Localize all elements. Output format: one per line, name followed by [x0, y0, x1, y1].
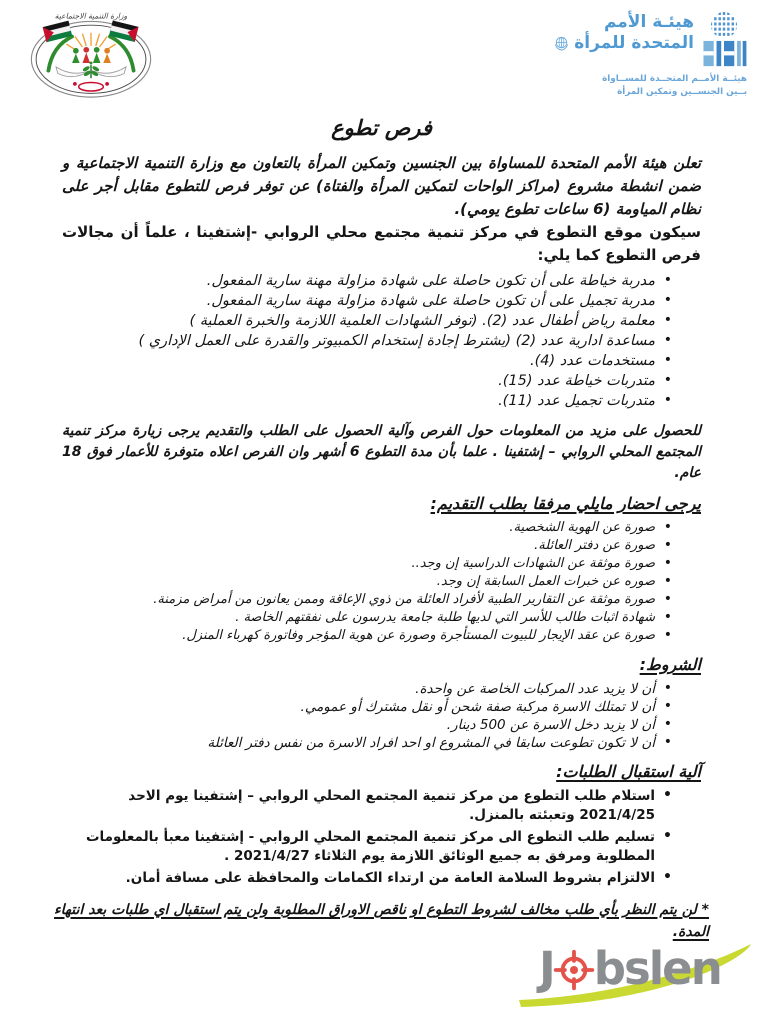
ministry-emblem-icon	[20, 8, 162, 102]
list-item: • صوره عن خبرات العمل السابقة إن وجد.	[62, 573, 655, 591]
list-item: • شهادة اثبات طالب للأسر التي لديها طلبة جامعة يدرسون على نفقتهم الخاصة .	[62, 609, 655, 627]
list-item: • صورة موثقة عن الشهادات الدراسية إن وجد..	[62, 555, 655, 573]
list-item: • معلمة رياض أطفال عدد (2). (توفر الشهادات العلمية اللازمة والخبرة العملية )	[62, 311, 655, 331]
list-item: • أن لا تمتلك الاسرة مركبة صفة شحن أو نقل مشترك أو عمومي.	[62, 698, 655, 716]
volunteer-roles-list	[62, 271, 701, 411]
list-item: • متدربات خياطة عدد (15).	[62, 371, 655, 391]
attachments-list	[62, 519, 701, 645]
list-item: • متدربات تجميل عدد (11).	[62, 391, 655, 411]
list-item: • أن لا يزيد عدد المركبات الخاصة عن واحدة.	[62, 680, 655, 698]
jobslen-watermark	[521, 944, 753, 1012]
list-item: • صورة موثقة عن التقارير الطبية لأفراد العائلة من ذوي الإعاقة وممن يعانون من أمراض مزمنة.	[62, 591, 655, 609]
attachments-heading: يرجى احضار مايلي مرفقا بطلب التقديم:	[430, 494, 701, 513]
conditions-heading: الشروط:	[639, 655, 701, 674]
jobslen-text-j: J	[539, 942, 554, 995]
ministry-arc-text: وزارة التنمية الاجتماعية	[54, 11, 128, 21]
document-header	[0, 0, 763, 104]
document-body	[0, 116, 763, 943]
jobslen-text-bslen: bslen	[593, 942, 721, 995]
conditions-list	[62, 680, 701, 752]
un-women-logo-title	[553, 12, 694, 54]
un-women-logo-icon	[701, 12, 747, 68]
deadline-footnote: * لن يتم النظر بأي طلب مخالف لشروط التطوع او ناقص الاوراق المطلوبة ولن يتم استقبال اي طلبات بعد انتهاء المدة.	[54, 902, 709, 940]
un-women-tagline	[553, 73, 747, 98]
crosshair-target-icon	[553, 949, 595, 991]
list-item: • صورة عن الهوية الشخصية.	[62, 519, 655, 537]
info-paragraph: للحصول على مزيد من المعلومات حول الفرص وآلية الحصول على الطلب والتقديم يرجى زيارة مركز تنمية المجتمع المحلي الروابي – إشتفينا . علما بأن مدة التطوع 6 أشهر وان الفرص اعلاه متوفرة للأعمار فوق 18 عام.	[62, 423, 701, 481]
un-women-tagline-line1: هيئــة الأمــم المتحــدة للمســاواة	[602, 74, 747, 84]
list-item: • الالتزام بشروط السلامة العامة من ارتداء الكمامات والمحافظة على مسافة أمان.	[62, 869, 655, 888]
list-item: • أن لا تكون تطوعت سابقا في المشروع او احد افراد الاسرة من نفس دفتر العائلة	[62, 734, 655, 752]
list-item: • تسليم طلب التطوع الى مركز تنمية المجتمع المحلي الروابي - إشتفينا معبأ بالمعلومات المطلوبة ومرفق به جميع الوثائق اللازمة يوم الثلاثاء 2021/4/27 .	[62, 828, 655, 866]
un-women-title-line1: هيئـة الأمم	[603, 12, 694, 32]
list-item: • مستخدمات عدد (4).	[62, 351, 655, 371]
un-women-tagline-line2: بــين الجنســين وتمكين المرأة	[617, 86, 747, 97]
list-item: • صورة عن عقد الإيجار للبيوت المستأجرة وصورة عن هوية المؤجر وفاتورة كهرباء المنزل.	[62, 627, 655, 645]
list-item: • استلام طلب التطوع من مركز تنمية المجتمع المحلي الروابي – إشتفينا يوم الاحد 2021/4/25 وتعبئته بالمنزل.	[62, 787, 655, 825]
list-item: • مدربة تجميل على أن تكون حاصلة على شهادة مزاولة مهنة سارية المفعول.	[62, 291, 655, 311]
application-process-list	[62, 787, 701, 888]
list-item: • مساعدة ادارية عدد (2) (يشترط إجادة إستخدام الكمبيوتر والقدرة على العمل الإداري )	[62, 331, 655, 351]
un-emblem-icon	[553, 35, 570, 52]
application-process-heading: آلية استقبال الطلبات:	[556, 762, 701, 781]
un-women-title-line2: المتحدة للمرأة	[574, 33, 694, 53]
list-item: • مدربة خياطة على أن تكون حاصلة على شهادة مزاولة مهنة سارية المفعول.	[62, 271, 655, 291]
page-title: فرص تطوع	[331, 116, 432, 140]
ministry-of-social-development-logo	[20, 8, 162, 106]
intro-paragraph: تعلن هيئة الأمم المتحدة للمساواة بين الجنسين وتمكين المرأة بالتعاون مع وزارة التنمية الاجتماعية و ضمن انشطة مشروع (مراكز الواحات لتمكين المرأة والفتاة) عن توفر فرص للتطوع مقابل أجر على نظام المياومة (6 ساعات تطوع يومي).	[62, 154, 701, 218]
location-paragraph: سيكون موقع التطوع في مركز تنمية مجتمع محلي الروابي -إشتفينا ، علماً أن مجالات فرص التطوع كما يلي:	[62, 223, 701, 264]
list-item: • صورة عن دفتر العائلة.	[62, 537, 655, 555]
un-women-logo	[553, 8, 747, 98]
list-item: • أن لا يزيد دخل الاسرة عن 500 دينار.	[62, 716, 655, 734]
